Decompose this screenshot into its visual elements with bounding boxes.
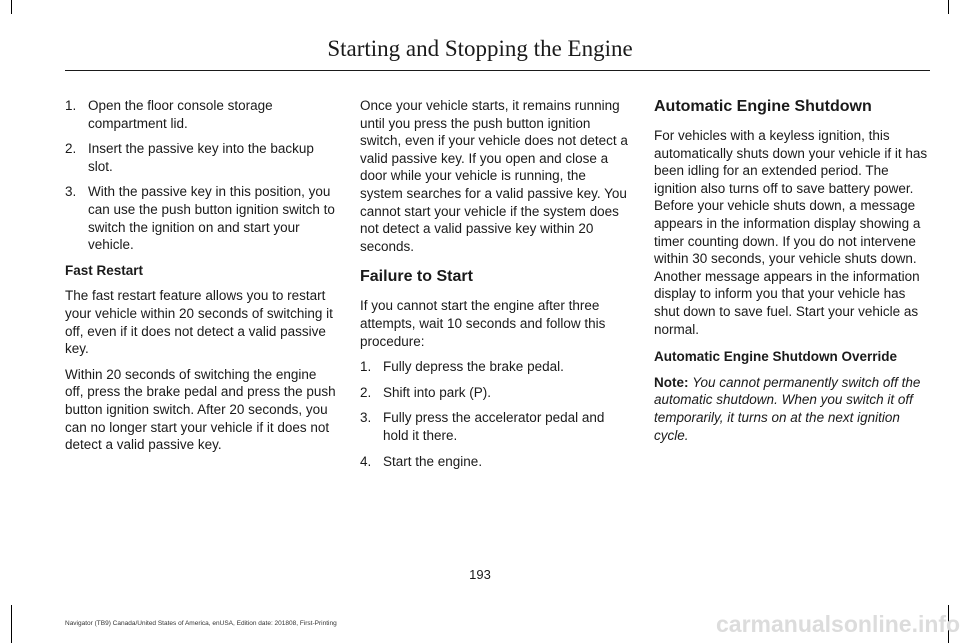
failure-to-start-heading: Failure to Start <box>360 268 473 286</box>
step-number: 1. <box>65 98 77 113</box>
step-text: Shift into park (P). <box>383 384 492 400</box>
step-text: Insert the passive key into the backup slot. <box>88 141 314 174</box>
list-item <box>360 384 632 402</box>
list-item <box>360 409 632 444</box>
crop-mark-top-left-v <box>11 0 12 14</box>
override-heading: Automatic Engine Shutdown Override <box>654 349 898 365</box>
fast-restart-paragraph-1: The fast restart feature allows you to restart your vehicle within 20 seconds of switching it off, even if it does not detect a valid passive key. <box>65 288 333 357</box>
column-2 <box>360 97 632 478</box>
step-text: Start the engine. <box>383 453 483 469</box>
step-text: Fully depress the brake pedal. <box>383 359 564 375</box>
note-label: Note: <box>654 374 689 390</box>
automatic-shutdown-heading: Automatic Engine Shutdown <box>654 98 872 115</box>
step-number: 2. <box>360 384 372 400</box>
list-item <box>360 453 632 471</box>
column-1 <box>65 97 337 462</box>
automatic-shutdown-paragraph: For vehicles with a keyless ignition, this automatically shuts down your vehicle if it has been idling for an extended period. The ignition also turns off to save battery power. Before your vehicle shuts down, a message appears in the information display showing a timer counting down. If you do not intervene within 30 seconds, your vehicle shuts down. Another message appears in the information display to inform you that your vehicle has shut down to save fuel. Start your vehicle as normal. <box>654 128 928 337</box>
list-item <box>65 97 337 132</box>
column-3 <box>654 97 930 452</box>
list-item <box>65 183 337 253</box>
note-paragraph <box>654 374 930 444</box>
step-number: 1. <box>360 359 372 375</box>
failure-intro-paragraph: If you cannot start the engine after three attempts, wait 10 seconds and follow this procedure: <box>360 298 606 349</box>
step-number: 2. <box>65 141 77 157</box>
step-number: 3. <box>360 410 372 426</box>
failure-steps <box>360 358 632 470</box>
watermark: carmanualsonline.info <box>716 611 960 637</box>
step-number: 4. <box>360 453 372 469</box>
header-rule <box>65 70 930 71</box>
note-text: You cannot permanently switch off the automatic shutdown. When you switch it off temporarily, it turns on at the next ignition cycle. <box>654 374 921 443</box>
list-item <box>360 358 632 376</box>
page-number: 193 <box>469 567 491 582</box>
backup-slot-steps <box>65 97 337 254</box>
fast-restart-paragraph-2: Within 20 seconds of switching the engine off, press the brake pedal and press the push button ignition switch. After 20 seconds, you can no longer start your vehicle if it does not detect a valid passive key. <box>65 366 336 453</box>
step-text: Fully press the accelerator pedal and hold it there. <box>383 410 605 443</box>
running-paragraph: Once your vehicle starts, it remains running until you press the push button ignition switch, even if your vehicle does not detect a valid passive key. If you open and close a door while your vehicle is running, the system searches for a valid passive key. You cannot start your vehicle if the system does not detect a valid passive key within 20 seconds. <box>360 98 628 254</box>
list-item <box>65 140 337 175</box>
step-text: With the passive key in this position, you can use the push button ignition switch to switch the ignition on and start your vehicle. <box>88 184 335 253</box>
crop-mark-top-right-v <box>948 0 949 14</box>
page-title: Starting and Stopping the Engine <box>327 36 633 61</box>
footer-edition-info: Navigator (TB9) Canada/United States of America, enUSA, Edition date: 201808, First-Printing <box>65 620 337 627</box>
fast-restart-heading: Fast Restart <box>65 262 144 278</box>
step-number: 3. <box>65 184 77 200</box>
crop-mark-bottom-left-v <box>11 605 12 643</box>
step-text: Open the floor console storage compartment lid. <box>88 98 273 131</box>
